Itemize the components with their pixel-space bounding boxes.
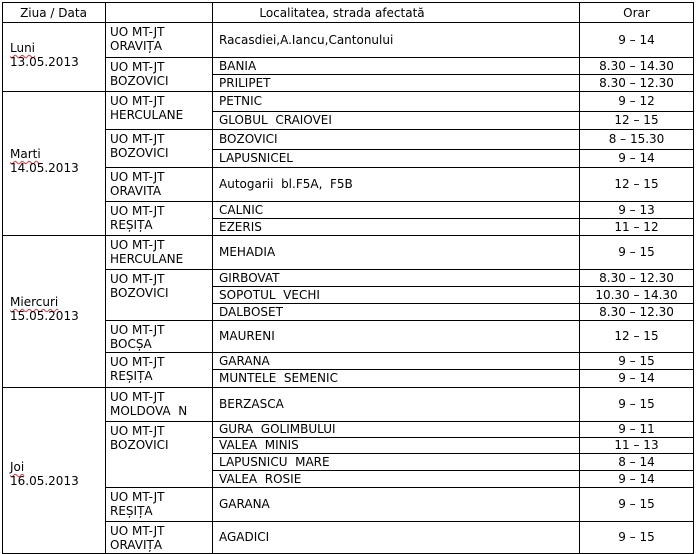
unit-name-line2: REȘIȚA: [110, 504, 153, 518]
unit-name-line1: UO MT-JT: [110, 94, 165, 108]
affected-location: VALEA MINIS: [219, 438, 299, 452]
unit-name-line1: UO MT-JT: [110, 490, 165, 504]
outage-hours: 8.30 – 14.30: [599, 59, 674, 73]
row-divider: [212, 74, 694, 75]
outage-hours: 8 – 14: [618, 455, 655, 469]
outage-hours: 8.30 – 12.30: [599, 76, 674, 90]
affected-location: GLOBUL CRAIOVEI: [219, 113, 332, 127]
affected-location: GARANA: [219, 497, 270, 511]
affected-location: MEHADIA: [219, 245, 276, 259]
affected-location: LAPUSNICU MARE: [219, 455, 330, 469]
outage-hours: 9 – 14: [618, 472, 655, 486]
unit-name-line2: ORAVIȚA: [110, 39, 163, 53]
row-divider: [212, 111, 694, 112]
day-date: 14.05.2013: [10, 161, 79, 175]
unit-divider: [105, 57, 694, 58]
outage-hours: 9 – 15: [618, 354, 655, 368]
unit-divider: [105, 129, 694, 130]
outage-hours: 11 – 13: [614, 438, 659, 452]
affected-location: BANIA: [219, 59, 257, 73]
unit-name-line2: BOZOVICI: [110, 74, 169, 88]
unit-divider: [105, 269, 694, 270]
day-divider: [2, 235, 694, 236]
unit-name-line1: UO MT-JT: [110, 170, 165, 184]
affected-location: DALBOSET: [219, 305, 283, 319]
affected-location: BERZASCA: [219, 397, 284, 411]
affected-location: Racasdiei,A.Iancu,Cantonului: [219, 33, 394, 47]
unit-name-line2: BOCȘA: [110, 337, 152, 351]
outage-hours: 11 – 12: [614, 220, 659, 234]
outage-hours: 10.30 – 14.30: [595, 288, 678, 302]
outage-hours: 12 – 15: [614, 329, 659, 343]
row-divider: [212, 286, 694, 287]
unit-divider: [105, 320, 694, 321]
unit-name-line2: BOZOVICI: [110, 438, 169, 452]
affected-location: MUNTELE SEMENIC: [219, 371, 338, 385]
column-divider: [105, 2, 106, 554]
unit-divider: [105, 201, 694, 202]
row-divider: [212, 470, 694, 471]
affected-location: PRILIPET: [219, 76, 271, 90]
day-name: Luni: [10, 41, 36, 55]
column-divider: [2, 2, 3, 554]
affected-location: GIRBOVAT: [219, 271, 280, 285]
unit-divider: [105, 167, 694, 168]
outage-hours: 9 – 15: [618, 397, 655, 411]
unit-name-line2: REȘIȚA: [110, 218, 153, 232]
outage-schedule-table: [2, 2, 694, 554]
unit-name-line2: BOZOVICI: [110, 286, 169, 300]
day-name: Miercuri: [10, 295, 59, 309]
outage-hours: 9 – 15: [618, 245, 655, 259]
row-divider: [212, 453, 694, 454]
unit-name-line1: UO MT-JT: [110, 204, 165, 218]
unit-name-line2: HERCULANE: [110, 252, 184, 266]
unit-name-line2: REȘIȚA: [110, 369, 153, 383]
column-divider: [212, 2, 213, 554]
unit-name-line1: UO MT-JT: [110, 323, 165, 337]
unit-name-line1: UO MT-JT: [110, 524, 165, 538]
unit-name-line2: BOZOVICI: [110, 146, 169, 160]
day-date: 16.05.2013: [10, 474, 79, 488]
day-divider: [2, 387, 694, 388]
outage-hours: 9 – 15: [618, 530, 655, 544]
day-divider: [2, 91, 694, 92]
outage-hours: 9 – 14: [618, 371, 655, 385]
unit-divider: [105, 487, 694, 488]
unit-divider: [105, 521, 694, 522]
outage-hours: 8 – 15.30: [608, 132, 665, 146]
outage-hours: 9 – 12: [618, 94, 655, 108]
unit-name-line1: UO MT-JT: [110, 132, 165, 146]
header-hours: Orar: [623, 6, 650, 20]
unit-name-line2: HERCULANE: [110, 108, 184, 122]
row-divider: [212, 149, 694, 150]
unit-name-line2: ORAVIȚA: [110, 538, 163, 552]
outage-hours: 12 – 15: [614, 177, 659, 191]
unit-name-line1: UO MT-JT: [110, 238, 165, 252]
outage-hours: 9 – 13: [618, 203, 655, 217]
row-divider: [212, 303, 694, 304]
unit-name-line1: UO MT-JT: [110, 424, 165, 438]
day-date: 13.05.2013: [10, 55, 79, 69]
day-name: Joi: [10, 460, 25, 474]
outage-hours: 9 – 14: [618, 33, 655, 47]
unit-name-line2: MOLDOVA N: [110, 404, 188, 418]
affected-location: Autogarii bl.F5A, F5B: [219, 177, 353, 191]
header-divider: [2, 22, 694, 23]
outage-hours: 9 – 15: [618, 497, 655, 511]
outage-hours: 9 – 11: [618, 422, 655, 436]
header-date: Ziua / Data: [20, 6, 87, 20]
unit-name-line1: UO MT-JT: [110, 272, 165, 286]
unit-name-line1: UO MT-JT: [110, 355, 165, 369]
row-divider: [212, 369, 694, 370]
day-name: Marti: [10, 147, 41, 161]
affected-location: CALNIC: [219, 203, 264, 217]
affected-location: VALEA ROSIE: [219, 472, 302, 486]
affected-location: GURA GOLIMBULUI: [219, 422, 336, 436]
unit-name-line1: UO MT-JT: [110, 60, 165, 74]
affected-location: SOPOTUL VECHI: [219, 288, 320, 302]
unit-name-line2: ORAVITA: [110, 184, 162, 198]
affected-location: AGADICI: [219, 530, 270, 544]
affected-location: MAURENI: [219, 329, 275, 343]
outage-hours: 12 – 15: [614, 113, 659, 127]
outage-hours: 8.30 – 12.30: [599, 305, 674, 319]
row-divider: [212, 218, 694, 219]
unit-divider: [105, 352, 694, 353]
affected-location: EZERIS: [219, 220, 262, 234]
affected-location: LAPUSNICEL: [219, 151, 293, 165]
day-date: 15.05.2013: [10, 309, 79, 323]
unit-name-line1: UO MT-JT: [110, 25, 165, 39]
affected-location: GARANA: [219, 354, 270, 368]
affected-location: BOZOVICI: [219, 132, 278, 146]
outage-hours: 8.30 – 12.30: [599, 271, 674, 285]
unit-name-line1: UO MT-JT: [110, 390, 165, 404]
header-location: Localitatea, strada afectată: [259, 6, 425, 20]
affected-location: PETNIC: [219, 94, 263, 108]
table-top-border: [2, 2, 694, 3]
outage-hours: 9 – 14: [618, 151, 655, 165]
